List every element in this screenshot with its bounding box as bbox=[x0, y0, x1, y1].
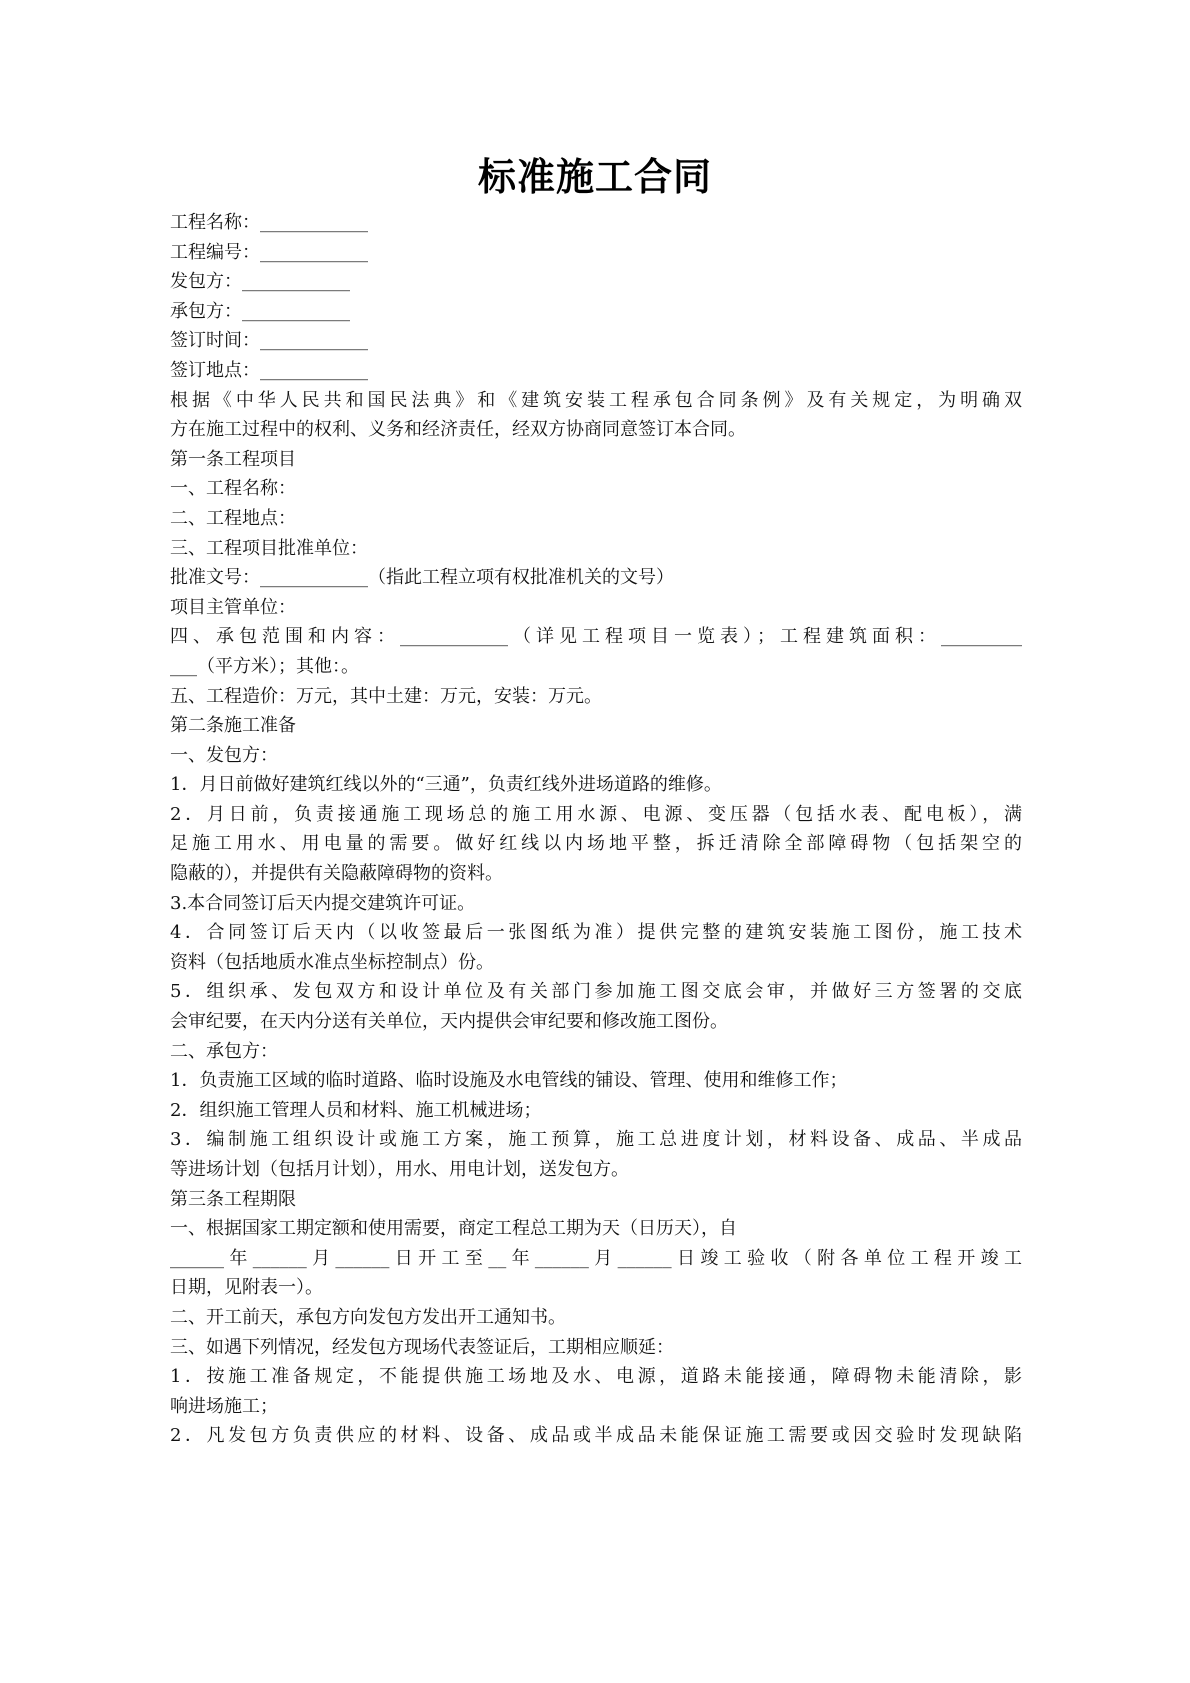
article-heading: 第三条工程期限 bbox=[170, 1188, 296, 1210]
clause-line: 资料（包括地质水准点坐标控制点）份。 bbox=[170, 951, 494, 973]
field-contractor bbox=[170, 297, 1022, 327]
field-blank: ____________ bbox=[260, 330, 368, 352]
clause-line: 1．按施工准备规定，不能提供施工场地及水、电源，道路未能接通，障碍物未能清除，影 bbox=[170, 1366, 1022, 1388]
field-blank: ____________ bbox=[260, 212, 368, 233]
field-sign-date bbox=[170, 326, 1022, 356]
clause-line: 等进场计划（包括月计划），用水、用电计划，送发包方。 bbox=[170, 1159, 629, 1180]
preamble-line: 根据《中华人民共和国民法典》和《建筑安装工程承包合同条例》及有关规定，为明确双 bbox=[170, 389, 1022, 411]
document-body bbox=[170, 208, 1022, 1451]
clause-line: 三、如遇下列情况，经发包方现场代表签证后，工期相应顺延： bbox=[170, 1336, 674, 1358]
clause-line: 批准文号：____________（指此工程立项有权批准机关的文号） bbox=[170, 567, 674, 589]
clause-line: 二、承包方： bbox=[170, 1040, 278, 1062]
field-label: 签订时间： bbox=[170, 330, 260, 352]
field-sign-place bbox=[170, 356, 1022, 386]
clause-line: 2．月日前，负责接通施工现场总的施工用水源、电源、变压器（包括水表、配电板），满 bbox=[170, 803, 1022, 825]
article-heading: 第二条施工准备 bbox=[170, 715, 296, 737]
field-label: 工程名称： bbox=[170, 212, 260, 233]
field-employer bbox=[170, 267, 1022, 297]
field-project-name bbox=[170, 208, 1022, 238]
preamble-line: 方在施工过程中的权利、义务和经济责任，经双方协商同意签订本合同。 bbox=[170, 419, 746, 441]
clause-line: 二、工程地点： bbox=[170, 507, 296, 529]
clause-line: ___（平方米）；其他：。 bbox=[170, 655, 359, 677]
field-blank: ____________ bbox=[242, 300, 350, 322]
clause-line: 项目主管单位： bbox=[170, 596, 296, 618]
clause-line: 会审纪要，在天内分送有关单位，天内提供会审纪要和修改施工图份。 bbox=[170, 1011, 728, 1033]
clause-line: 二、开工前天，承包方向发包方发出开工通知书。 bbox=[170, 1306, 566, 1328]
clause-line: 响进场施工； bbox=[170, 1395, 278, 1417]
clause-line: 1．月日前做好建筑红线以外的“三通”，负责红线外进场道路的维修。 bbox=[170, 774, 722, 796]
clause-line: 4．合同签订后天内（以收签最后一张图纸为准）提供完整的建筑安装施工图份，施工技术 bbox=[170, 922, 1022, 944]
article-heading: 第一条工程项目 bbox=[170, 448, 296, 470]
field-project-number bbox=[170, 238, 1022, 268]
clause-line: 2．凡发包方负责供应的材料、设备、成品或半成品未能保证施工需要或因交验时发现缺陷 bbox=[170, 1425, 1022, 1447]
clause-line: 3．编制施工组织设计或施工方案，施工预算，施工总进度计划，材料设备、成品、半成品 bbox=[170, 1129, 1022, 1151]
clause-line: 四、承包范围和内容：____________（详见工程项目一览表）；工程建筑面积：_________ bbox=[170, 626, 1022, 648]
clause-line: 五、工程造价：万元，其中土建：万元，安装：万元。 bbox=[170, 685, 602, 707]
clause-line: 5．组织承、发包双方和设计单位及有关部门参加施工图交底会审，并做好三方签署的交底 bbox=[170, 981, 1022, 1003]
clause-line: 一、工程名称： bbox=[170, 478, 296, 500]
field-blank: ____________ bbox=[260, 359, 368, 381]
clause-line: 足施工用水、用电量的需要。做好红线以内场地平整，拆迁清除全部障碍物（包括架空的 bbox=[170, 833, 1022, 855]
clause-line: 3.本合同签订后天内提交建筑许可证。 bbox=[170, 892, 476, 914]
clause-line: 一、根据国家工期定额和使用需要，商定工程总工期为天（日历天），自 bbox=[170, 1218, 737, 1240]
field-label: 发包方： bbox=[170, 271, 242, 293]
clause-line: 日期，见附表一）。 bbox=[170, 1277, 323, 1299]
field-blank: ____________ bbox=[260, 241, 368, 263]
clause-line: 1．负责施工区域的临时道路、临时设施及水电管线的铺设、管理、使用和维修工作； bbox=[170, 1070, 848, 1092]
document-title: 标准施工合同 bbox=[477, 154, 712, 199]
field-blank: ____________ bbox=[242, 271, 350, 293]
clause-line: 一、发包方： bbox=[170, 744, 278, 766]
clause-line: ______年______月______日开工至__年______月______日竣工验收（附各单位工程开竣工 bbox=[170, 1247, 1022, 1269]
clause-line: 三、工程项目批准单位： bbox=[170, 537, 368, 559]
field-label: 承包方： bbox=[170, 300, 242, 322]
clause-line: 隐蔽的），并提供有关隐蔽障碍物的资料。 bbox=[170, 863, 503, 885]
field-label: 签订地点： bbox=[170, 359, 260, 381]
field-label: 工程编号： bbox=[170, 241, 260, 263]
clause-line: 2．组织施工管理人员和材料、施工机械进场； bbox=[170, 1099, 542, 1121]
